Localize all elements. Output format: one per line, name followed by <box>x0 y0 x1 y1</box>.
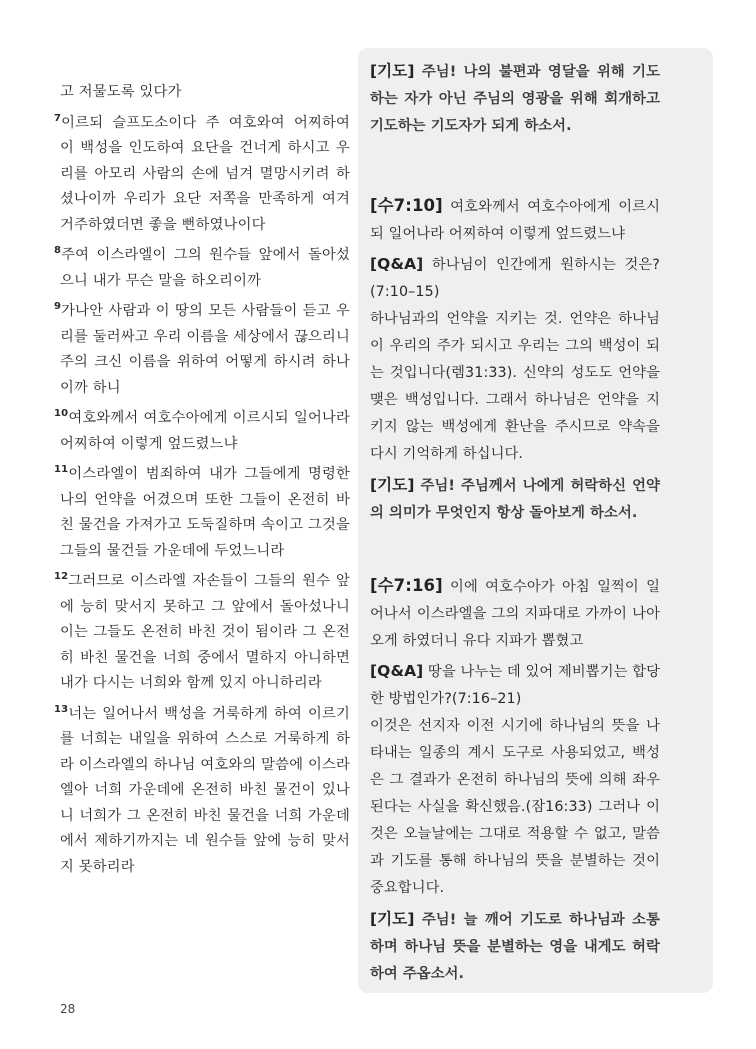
verse-text: 이르되 슬프도소이다 주 여호와여 어찌하여 이 백성을 인도하여 요단을 건너게 하시고 우리를 아모리 사람의 손에 넘겨 멸망시키려 하셨나이까 우리가 요단 저쪽을 만족하게 여겨 거주하였더면 좋을 뻔하였나이다 <box>60 114 350 233</box>
verse-text: 이스라엘이 범죄하여 내가 그들에게 명령한 나의 언약을 어겼으며 또한 그들이 온전히 바친 물건을 가져가고 도둑질하며 속이고 그것을 그들의 물건들 가운데에 두었느니라 <box>60 466 350 559</box>
scripture-intro: 고 저물도록 있다가 <box>60 84 182 100</box>
commentary-section-2 <box>370 572 660 988</box>
reference-text: 이에 여호수아가 아침 일찍이 일어나서 이스라엘을 그의 지파대로 가까이 나아오게 하였더니 유다 지파가 뽑혔고 <box>370 579 660 649</box>
qa-tag: [Q&A] <box>370 255 424 273</box>
prayer-block <box>370 906 660 988</box>
reference-text: 여호와께서 여호수아에게 이르시되 일어나라 어찌하여 이렇게 엎드렸느냐 <box>370 199 660 242</box>
verse-7 <box>54 106 350 239</box>
verse-text: 그러므로 이스라엘 자손들이 그들의 원수 앞에 능히 맞서지 못하고 그 앞에서 돌아섰나니 이는 그들도 온전히 바친 것이 됨이라 그 온전히 바친 물건을 너희 중에서 멸하지 아니하면 내가 다시는 너희와 함께 있지 아니하리라 <box>60 573 350 691</box>
prayer-tag: [기도] <box>370 62 415 80</box>
verse-number: 12 <box>54 571 69 582</box>
qa-block <box>370 658 660 713</box>
verse-9 <box>54 294 350 401</box>
verse-number: 7 <box>54 112 62 124</box>
verse-number: 8 <box>54 245 62 256</box>
qa-question: 하나님이 인간에게 원하시는 것은?(7:10–15) <box>370 257 660 300</box>
reference-verse <box>370 572 660 655</box>
qa-answer: 하나님과의 언약을 지키는 것. 언약은 하나님이 우리의 주가 되시고 우리는 그의 백성이 되는 것입니다(렘31:33). 신약의 성도도 언약을 맺은 백성입니다. 그래서 하나님은 언약을 지키지 않는 백성에게 환난을 주시므로 약속을 다시 기억하게 하십니다. <box>370 311 660 462</box>
commentary-section-1 <box>370 192 660 527</box>
qa-answer: 이것은 선지자 이전 시기에 하나님의 뜻을 나타내는 일종의 계시 도구로 사용되었고, 백성은 그 결과가 온전히 하나님의 뜻에 의해 좌우된다는 사실을 확신했음.(잠16:33) 그러나 이것은 오늘날에는 그대로 적용할 수 없고, 말씀과 기도를 통해 하나님의 뜻을 분별하는 것이 중요합니다. <box>370 718 660 896</box>
page-number: 28 <box>60 1002 76 1016</box>
verse-reference: [수7:10] <box>370 196 443 215</box>
prayer-tag: [기도] <box>370 476 415 494</box>
qa-tag: [Q&A] <box>370 662 424 680</box>
reference-verse <box>370 192 660 248</box>
verse-reference: [수7:16] <box>370 576 443 595</box>
qa-block <box>370 251 660 306</box>
verse-11 <box>54 457 350 564</box>
verse-10 <box>54 401 350 457</box>
prayer-tag: [기도] <box>370 910 415 928</box>
prayer-text: 주님! 주님께서 나에게 허락하신 언약의 의미가 무엇인지 항상 돌아보게 하소서. <box>370 478 660 521</box>
scripture-column <box>54 80 350 880</box>
verse-number: 13 <box>54 703 69 715</box>
prayer-block-1 <box>370 58 660 140</box>
qa-question: 땅을 나누는 데 있어 제비뽑기는 합당한 방법인가?(7:16–21) <box>370 664 660 707</box>
verse-8 <box>54 238 350 294</box>
prayer-text: 주님! 나의 불편과 영달을 위해 기도하는 자가 아닌 주님의 영광을 위해 회개하고 기도하는 기도자가 되게 하소서. <box>370 64 660 134</box>
verse-text: 여호와께서 여호수아에게 이르시되 일어나라 어찌하여 이렇게 엎드렸느냐 <box>60 410 350 452</box>
verse-12 <box>54 564 350 697</box>
prayer-block <box>370 472 660 527</box>
verse-text: 주여 이스라엘이 그의 원수들 앞에서 돌아섰으니 내가 무슨 말을 하오리이까 <box>60 247 350 289</box>
verse-number: 9 <box>54 301 62 312</box>
verse-13 <box>54 697 350 881</box>
verse-number: 11 <box>54 464 69 475</box>
verse-number: 10 <box>54 408 69 419</box>
verse-text: 가나안 사람과 이 땅의 모든 사람들이 듣고 우리를 둘러싸고 우리 이름을 세상에서 끊으리니 주의 크신 이름을 위하여 어떻게 하시려 하나이까 하니 <box>60 303 350 396</box>
verse-text: 너는 일어나서 백성을 거룩하게 하여 이르기를 너희는 내일을 위하여 스스로 거룩하게 하라 이스라엘의 하나님 여호와의 말씀에 이스라엘아 너희 가운데에 온전히 바친 물건이 있나니 너희가 그 온전히 바친 물건을 너희 가운데에서 제하기까지는 네 원수들 앞에 능히 맞서지 못하리라 <box>60 705 350 875</box>
prayer-text: 주님! 늘 깨어 기도로 하나님과 소통하며 하나님 뜻을 분별하는 영을 내게도 허락하여 주옵소서. <box>370 912 660 982</box>
